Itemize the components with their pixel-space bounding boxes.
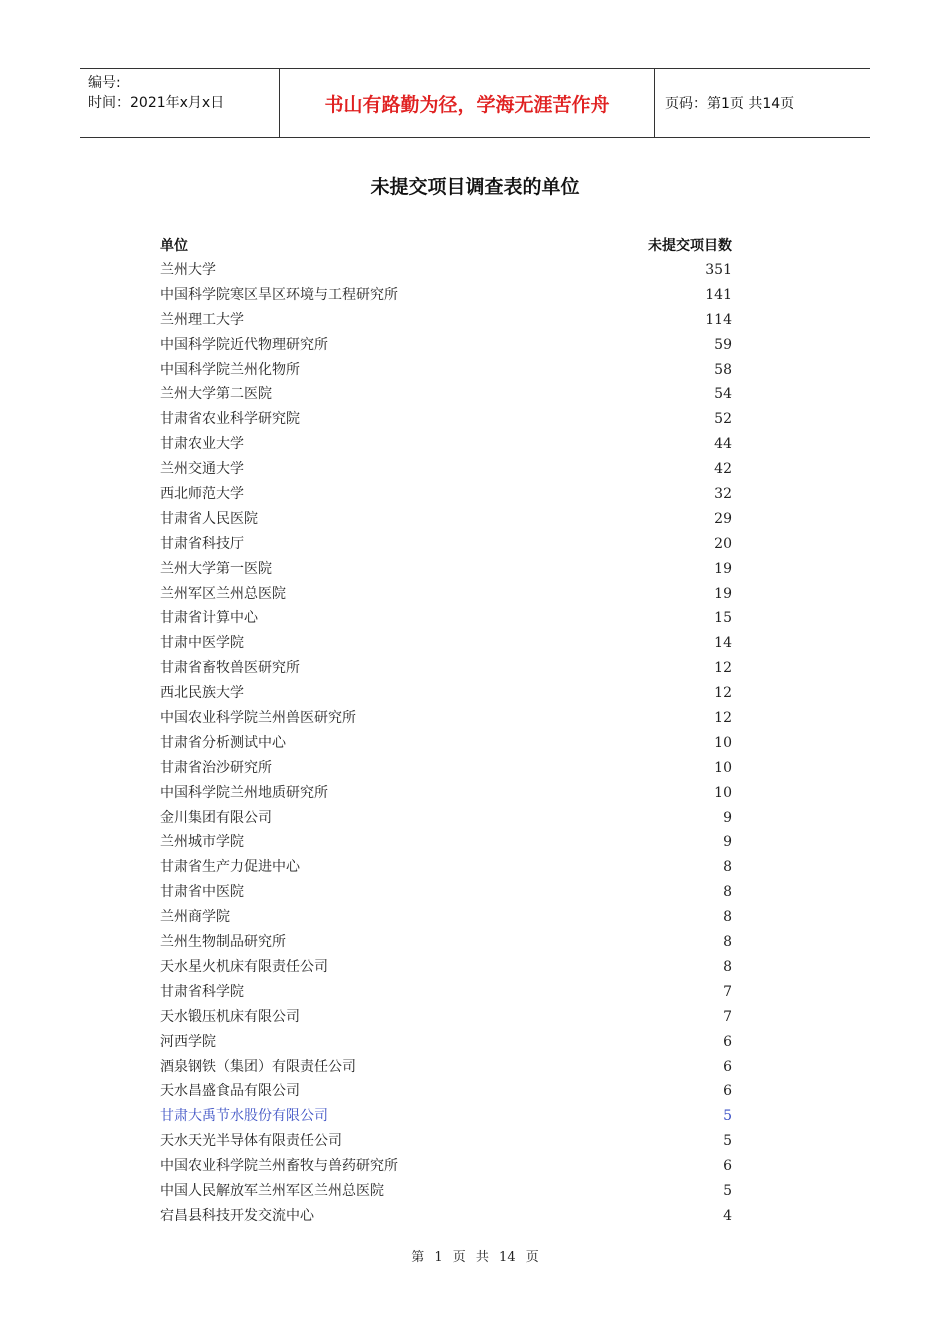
project-count: 6 (723, 1058, 732, 1075)
project-count: 54 (714, 386, 732, 403)
table-row (160, 308, 734, 333)
project-count: 10 (714, 784, 732, 801)
table-row (160, 1005, 734, 1030)
project-count: 32 (714, 486, 732, 503)
table-row (160, 358, 734, 383)
unit-name: 宕昌县科技开发交流中心 (160, 1207, 314, 1224)
project-count: 9 (723, 809, 732, 826)
unit-name: 甘肃省人民医院 (160, 510, 258, 527)
unit-name: 兰州商学院 (160, 909, 230, 926)
project-count: 19 (714, 560, 732, 577)
table-row (160, 980, 734, 1005)
unit-name: 中国人民解放军兰州军区兰州总医院 (160, 1182, 384, 1199)
project-count: 351 (705, 262, 732, 278)
project-count: 12 (714, 660, 732, 677)
table-row (160, 781, 734, 806)
unit-name: 中国科学院寒区旱区环境与工程研究所 (160, 286, 398, 303)
table-row (160, 1129, 734, 1154)
table-row (160, 631, 734, 656)
table-row (160, 258, 734, 283)
unit-name: 中国农业科学院兰州畜牧与兽药研究所 (160, 1158, 398, 1175)
unit-name: 天水昌盛食品有限公司 (160, 1083, 300, 1100)
unit-name: 甘肃省计算中心 (160, 610, 258, 627)
table-row (160, 756, 734, 781)
table-row (160, 532, 734, 557)
project-count: 114 (705, 311, 732, 328)
unit-name: 兰州生物制品研究所 (160, 934, 286, 951)
table-row (160, 407, 734, 432)
unit-name: 兰州理工大学 (160, 311, 244, 328)
page-header (80, 68, 870, 138)
project-count: 52 (714, 411, 732, 428)
unit-name: 甘肃省科学院 (160, 983, 244, 1000)
project-count: 8 (723, 934, 732, 951)
table-row (160, 333, 734, 358)
unit-name: 天水锻压机床有限公司 (160, 1008, 300, 1025)
project-count: 5 (723, 1133, 732, 1150)
project-count: 8 (723, 884, 732, 901)
table-row (160, 731, 734, 756)
unit-name: 金川集团有限公司 (160, 809, 272, 826)
unit-name: 西北师范大学 (160, 486, 244, 503)
table-row (160, 432, 734, 457)
unit-name: 甘肃省分析测试中心 (160, 734, 286, 751)
table-row (160, 706, 734, 731)
project-count: 6 (723, 1083, 732, 1100)
table-row (160, 905, 734, 930)
table-row (160, 955, 734, 980)
table-body (160, 258, 734, 1229)
table-row (160, 482, 734, 507)
document-number: 编号: (88, 75, 121, 91)
project-count: 12 (714, 710, 732, 727)
table-row (160, 557, 734, 582)
units-table (160, 234, 734, 1229)
table-row (160, 855, 734, 880)
unit-name: 甘肃大禹节水股份有限公司 (160, 1108, 328, 1125)
project-count: 20 (714, 535, 732, 552)
project-count: 10 (714, 759, 732, 776)
project-count: 12 (714, 685, 732, 702)
unit-name: 甘肃省治沙研究所 (160, 759, 272, 776)
unit-name: 兰州军区兰州总医院 (160, 585, 286, 602)
table-row (160, 1204, 734, 1229)
table-row (160, 681, 734, 706)
unit-name: 兰州大学第一医院 (160, 560, 272, 577)
project-count: 44 (714, 436, 732, 453)
unit-name: 中国科学院兰州化物所 (160, 361, 300, 378)
document-date: 时间：2021年x月x日 (88, 95, 225, 111)
table-row (160, 806, 734, 831)
page-footer: 第 1 页 共 14 页 (411, 1250, 539, 1265)
table-row (160, 606, 734, 631)
unit-name: 河西学院 (160, 1033, 216, 1050)
project-count: 14 (714, 635, 732, 652)
project-count: 29 (714, 510, 732, 527)
project-count: 8 (723, 859, 732, 876)
project-count: 19 (714, 585, 732, 602)
project-count: 8 (723, 958, 732, 975)
table-row (160, 382, 734, 407)
header-motto: 书山有路勤为径，学海无涯苦作舟 (280, 69, 655, 137)
project-count: 7 (723, 1008, 732, 1025)
column-header-count: 未提交项目数 (648, 238, 732, 254)
project-count: 5 (723, 1108, 732, 1125)
unit-name: 酒泉钢铁（集团）有限责任公司 (160, 1058, 356, 1075)
unit-name: 甘肃省科技厅 (160, 535, 244, 552)
unit-name: 甘肃中医学院 (160, 635, 244, 652)
unit-name: 兰州城市学院 (160, 834, 244, 851)
table-row (160, 656, 734, 681)
unit-name: 甘肃省生产力促进中心 (160, 859, 300, 876)
table-row (160, 1179, 734, 1204)
unit-name: 天水天光半导体有限责任公司 (160, 1133, 342, 1150)
project-count: 5 (723, 1182, 732, 1199)
header-page-info: 页码：第1页 共14页 (665, 96, 795, 112)
unit-name: 甘肃省畜牧兽医研究所 (160, 660, 300, 677)
header-meta (80, 69, 280, 137)
table-row (160, 880, 734, 905)
unit-name: 兰州大学 (160, 262, 216, 278)
table-row (160, 457, 734, 482)
project-count: 9 (723, 834, 732, 851)
unit-name: 兰州大学第二医院 (160, 386, 272, 403)
project-count: 59 (714, 336, 732, 353)
unit-name: 西北民族大学 (160, 685, 244, 702)
project-count: 42 (714, 461, 732, 478)
project-count: 6 (723, 1033, 732, 1050)
project-count: 10 (714, 734, 732, 751)
project-count: 4 (723, 1207, 732, 1224)
unit-name: 中国科学院近代物理研究所 (160, 336, 328, 353)
table-row (160, 1079, 734, 1104)
project-count: 141 (705, 286, 732, 303)
table-row (160, 830, 734, 855)
table-row (160, 1030, 734, 1055)
unit-name: 中国农业科学院兰州兽医研究所 (160, 710, 356, 727)
project-count: 58 (714, 361, 732, 378)
table-header-row (160, 234, 734, 258)
unit-name: 中国科学院兰州地质研究所 (160, 784, 328, 801)
unit-name: 甘肃省农业科学研究院 (160, 411, 300, 428)
unit-name: 甘肃省中医院 (160, 884, 244, 901)
table-row (160, 1055, 734, 1080)
project-count: 7 (723, 983, 732, 1000)
table-row (160, 283, 734, 308)
unit-name: 甘肃农业大学 (160, 436, 244, 453)
table-row (160, 582, 734, 607)
unit-name: 天水星火机床有限责任公司 (160, 958, 328, 975)
project-count: 6 (723, 1158, 732, 1175)
table-row (160, 1154, 734, 1179)
table-row (160, 1104, 734, 1129)
project-count: 8 (723, 909, 732, 926)
table-row (160, 507, 734, 532)
table-row (160, 930, 734, 955)
page-title: 未提交项目调查表的单位 (370, 176, 580, 198)
column-header-unit: 单位 (160, 238, 188, 254)
unit-name: 兰州交通大学 (160, 461, 244, 478)
project-count: 15 (714, 610, 732, 627)
